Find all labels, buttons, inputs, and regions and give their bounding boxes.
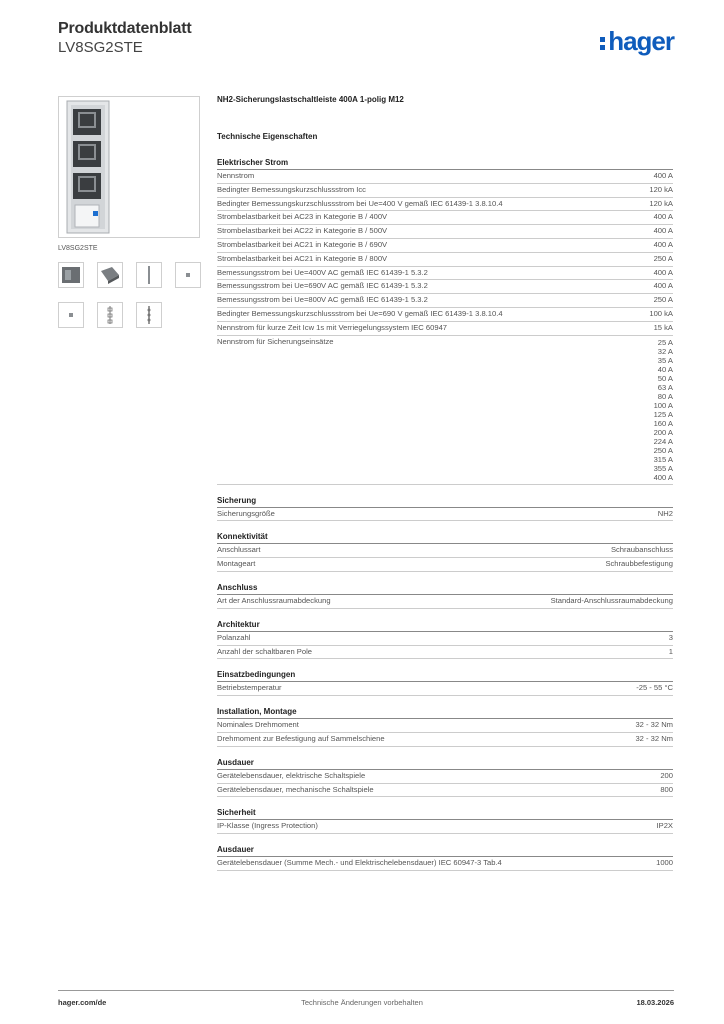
property-value-item: 40 A <box>657 364 673 374</box>
property-row <box>217 595 673 609</box>
thumbnail-6[interactable] <box>97 302 123 328</box>
property-label: Anzahl der schaltbaren Pole <box>217 646 312 656</box>
property-row <box>217 857 673 871</box>
property-row <box>217 239 673 253</box>
property-row <box>217 784 673 798</box>
property-value-item: 25 A <box>657 337 673 347</box>
property-label: Art der Anschlussraumabdeckung <box>217 595 331 605</box>
property-value-item: 32 A <box>657 346 673 356</box>
property-value: -25 - 55 °C <box>636 683 673 693</box>
footer-date: 18.03.2026 <box>636 998 674 1007</box>
property-value: 32 - 32 Nm <box>635 720 673 730</box>
property-row <box>217 770 673 784</box>
property-label: Sicherungsgröße <box>217 508 275 518</box>
logo-dots-icon <box>600 34 606 53</box>
thumbnail-4[interactable] <box>175 262 201 288</box>
property-value: Standard-Anschlussraumabdeckung <box>550 595 673 605</box>
section-title: Architektur <box>217 609 673 632</box>
property-value: 400 A <box>653 171 673 180</box>
property-row <box>217 733 673 747</box>
property-row <box>217 211 673 225</box>
product-image-label: LV8SG2STE <box>58 245 98 252</box>
property-value: Schraubbefestigung <box>605 559 673 569</box>
thumbnail-3[interactable] <box>136 262 162 288</box>
property-value: Schraubanschluss <box>610 545 673 555</box>
property-value: 200 <box>660 770 673 780</box>
property-label: Nennstrom für kurze Zeit Icw 1s mit Verriegelungssystem IEC 60947 <box>217 322 448 332</box>
product-view-icon <box>59 263 83 287</box>
property-value: 400 A <box>653 281 673 291</box>
section-title: Einsatzbedingungen <box>217 659 673 682</box>
property-label: Nennstrom für Sicherungseinsätze <box>217 336 334 346</box>
property-label: Bedingter Bemessungskurzschlussstrom Icc <box>217 184 366 194</box>
property-value: 400 A <box>653 267 673 277</box>
page-title: Produktdatenblatt <box>58 20 192 37</box>
property-value: 250 A <box>653 253 673 263</box>
footer-website-link[interactable]: hager.com/de <box>58 998 107 1007</box>
property-label: Bedingter Bemessungskurzschlussstrom bei Ue=400 V gemäß IEC 61439-1 3.8.10.4 <box>217 198 503 208</box>
property-row <box>217 170 673 184</box>
section-title: Elektrischer Strom <box>217 144 673 170</box>
property-label: Montageart <box>217 559 256 569</box>
property-label: Nennstrom <box>217 171 255 180</box>
property-value-item: 100 A <box>653 400 673 410</box>
property-value <box>654 338 673 482</box>
property-value: 400 A <box>653 239 673 249</box>
product-code: LV8SG2STE <box>58 39 143 56</box>
property-label: Bemessungsstrom bei Ue=800V AC gemäß IEC 61439-1 5.3.2 <box>217 295 428 305</box>
property-row <box>217 225 673 239</box>
property-value: 120 kA <box>649 184 673 194</box>
property-label: Anschlussart <box>217 545 261 555</box>
property-label: Strombelastbarkeit bei AC23 in Kategorie B / 400V <box>217 212 388 222</box>
property-label: Strombelastbarkeit bei AC21 in Kategorie B / 800V <box>217 253 388 263</box>
fuse-switch-icon <box>59 97 199 237</box>
property-value-item: 315 A <box>653 454 673 464</box>
datasheet-content <box>217 95 673 871</box>
property-value: 400 A <box>653 226 673 236</box>
property-value-item: 80 A <box>657 391 673 401</box>
property-value: IP2X <box>656 821 673 831</box>
property-value: 1000 <box>656 858 673 868</box>
property-label: Bemessungsstrom bei Ue=690V AC gemäß IEC 61439-1 5.3.2 <box>217 281 428 291</box>
thumbnail-5[interactable] <box>58 302 84 328</box>
section-title: Konnektivität <box>217 521 673 544</box>
property-row <box>217 267 673 281</box>
property-value: 800 <box>660 784 673 794</box>
property-value: NH2 <box>657 508 673 518</box>
property-row <box>217 544 673 558</box>
property-row <box>217 294 673 308</box>
footer-disclaimer: Technische Änderungen vorbehalten <box>301 998 423 1007</box>
property-value-item: 200 A <box>653 427 673 437</box>
property-value-item: 355 A <box>653 463 673 473</box>
footer-divider <box>58 990 674 991</box>
drawing-icon <box>98 303 122 327</box>
property-label: Strombelastbarkeit bei AC22 in Kategorie B / 500V <box>217 226 388 236</box>
property-label: IP-Klasse (Ingress Protection) <box>217 821 318 831</box>
section-title: Ausdauer <box>217 747 673 770</box>
section-title: Sicherheit <box>217 797 673 820</box>
property-label: Bemessungsstrom bei Ue=400V AC gemäß IEC 61439-1 5.3.2 <box>217 267 428 277</box>
property-value: 1 <box>668 646 673 656</box>
property-label: Polanzahl <box>217 632 251 642</box>
property-row <box>217 508 673 522</box>
property-value-item: 35 A <box>657 355 673 365</box>
property-value: 15 kA <box>653 322 673 332</box>
property-row <box>217 558 673 572</box>
thumbnail-1[interactable] <box>58 262 84 288</box>
property-value: 250 A <box>653 295 673 305</box>
property-label: Gerätelebensdauer, elektrische Schaltspiele <box>217 770 366 780</box>
property-label: Strombelastbarkeit bei AC21 in Kategorie B / 690V <box>217 239 388 249</box>
property-row <box>217 184 673 198</box>
technical-properties-title: Technische Eigenschaften <box>217 132 318 141</box>
property-row <box>217 719 673 733</box>
thumbnail-2[interactable] <box>97 262 123 288</box>
thumbnail-7[interactable] <box>136 302 162 328</box>
property-value: 3 <box>668 632 673 642</box>
property-value: 400 A <box>653 212 673 222</box>
property-value-item: 50 A <box>657 373 673 383</box>
property-row <box>217 308 673 322</box>
product-top-icon <box>176 263 200 287</box>
property-label: Gerätelebensdauer (Summe Mech.- und Elektrischelebensdauer) IEC 60947-3 Tab.4 <box>217 858 502 868</box>
product-image[interactable] <box>58 96 200 238</box>
product-angle-icon <box>98 263 122 287</box>
property-row <box>217 632 673 646</box>
property-row <box>217 336 673 485</box>
property-value-item: 400 A <box>653 472 673 482</box>
property-label: Bedingter Bemessungskurzschlussstrom bei Ue=690 V gemäß IEC 61439-1 3.8.10.4 <box>217 308 503 318</box>
section-title: Ausdauer <box>217 834 673 857</box>
property-value: 120 kA <box>649 198 673 208</box>
section-title: Installation, Montage <box>217 696 673 719</box>
property-label: Betriebstemperatur <box>217 683 282 693</box>
property-value-item: 63 A <box>657 382 673 392</box>
property-value: 32 - 32 Nm <box>635 733 673 743</box>
property-row <box>217 280 673 294</box>
property-label: Nominales Drehmoment <box>217 720 299 730</box>
property-value: 100 kA <box>649 308 673 318</box>
property-value-item: 160 A <box>653 418 673 428</box>
section-title: Sicherung <box>217 485 673 508</box>
section-title: Anschluss <box>217 572 673 595</box>
property-sections <box>217 144 673 871</box>
property-value-item: 125 A <box>653 409 673 419</box>
property-row <box>217 322 673 336</box>
product-side-icon <box>137 263 161 287</box>
property-label: Drehmoment zur Befestigung auf Sammelschiene <box>217 733 385 743</box>
product-bottom-icon <box>59 303 83 327</box>
property-row <box>217 646 673 660</box>
hager-logo <box>600 26 674 57</box>
property-row <box>217 198 673 212</box>
property-row <box>217 682 673 696</box>
property-row <box>217 253 673 267</box>
property-label: Gerätelebensdauer, mechanische Schaltspiele <box>217 784 374 794</box>
logo-text: hager <box>608 26 674 56</box>
product-title: NH2-Sicherungslastschaltleiste 400A 1-polig M12 <box>217 95 404 104</box>
property-value-item: 224 A <box>653 436 673 446</box>
property-value-item: 250 A <box>653 445 673 455</box>
property-row <box>217 820 673 834</box>
drawing-side-icon <box>137 303 161 327</box>
